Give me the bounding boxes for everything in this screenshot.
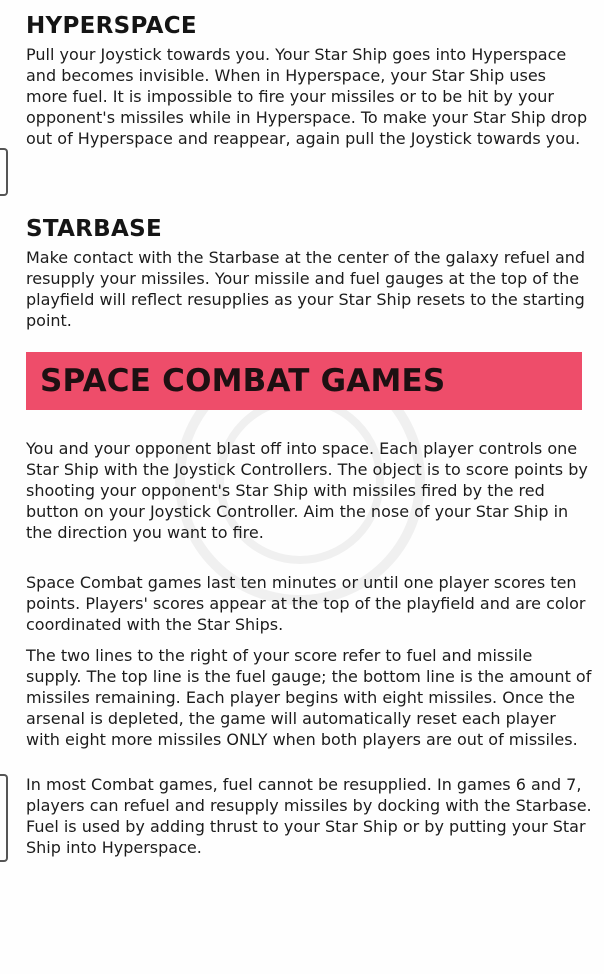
starbase-body: Make contact with the Starbase at the center of the galaxy refuel and resupply your missiles. Your missile and fuel gauges at the top of the playfield will reflect resupplies as your Star Ship resets to the starting point. xyxy=(26,248,586,330)
binder-ring-bottom xyxy=(0,774,8,862)
space-combat-banner xyxy=(26,352,582,410)
combat-paragraph-3: The two lines to the right of your score refer to fuel and missile supply. The top line is the fuel gauge; the bottom line is the amount of missiles remaining. Each player begins with eight missiles. Once the arsenal is depleted, the game will automatically reset each player with eight more missiles ONLY when both players are out of missiles. xyxy=(26,646,592,749)
binder-ring-top xyxy=(0,148,8,196)
space-combat-title: SPACE COMBAT GAMES xyxy=(40,363,446,399)
combat-paragraph-1: You and your opponent blast off into space. Each player controls one Star Ship with the Joystick Controllers. The object is to score points by shooting your opponent's Star Ship with missiles fired by the red button on your Joystick Controller. Aim the nose of your Star Ship in the direction you want to fire. xyxy=(26,439,588,542)
hyperspace-heading: HYPERSPACE xyxy=(26,13,197,39)
starbase-heading: STARBASE xyxy=(26,216,162,242)
hyperspace-body: Pull your Joystick towards you. Your Star Ship goes into Hyperspace and becomes invisible. When in Hyperspace, your Star Ship uses more fuel. It is impossible to fire your missiles or to be hit by your opponent's missiles while in Hyperspace. To make your Star Ship drop out of Hyperspace and reappear, again pull the Joystick towards you. xyxy=(26,45,588,148)
combat-paragraph-2: Space Combat games last ten minutes or until one player scores ten points. Players' scores appear at the top of the playfield and are color coordinated with the Star Ships. xyxy=(26,573,586,634)
combat-paragraph-4: In most Combat games, fuel cannot be resupplied. In games 6 and 7, players can refuel and resupply missiles by docking with the Starbase. Fuel is used by adding thrust to your Star Ship or by putting your Star Ship into Hyperspace. xyxy=(26,775,592,857)
